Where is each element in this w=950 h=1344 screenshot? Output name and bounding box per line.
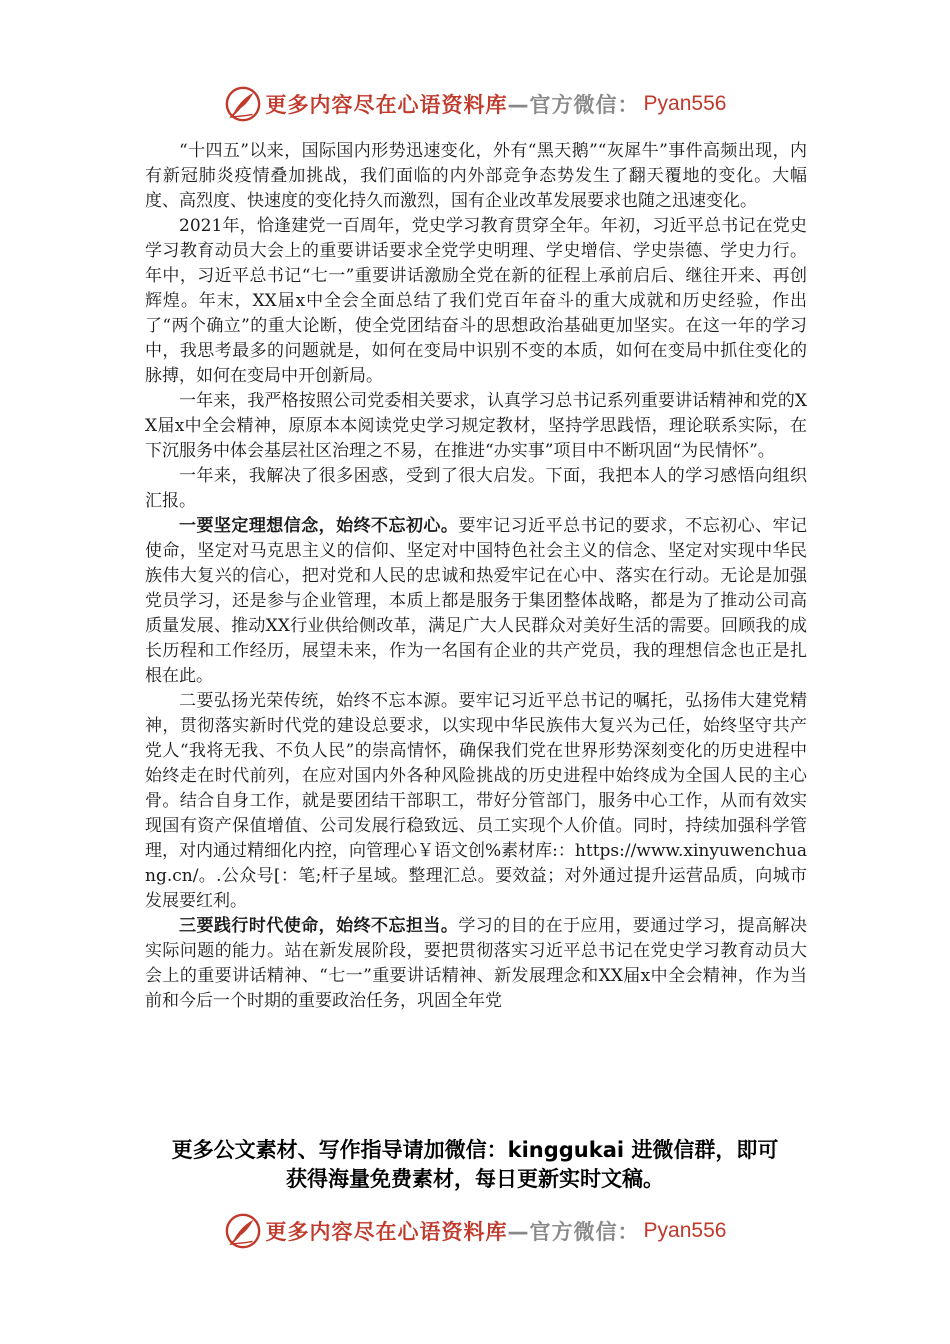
- paragraph-7: [145, 914, 807, 1014]
- paragraph-3: [145, 389, 807, 464]
- paragraph-text: 一年来，我严格按照公司党委相关要求，认真学习总书记系列重要讲话精神和党的XX届x中全会精神，原原本本阅读党史学习规定教材，坚持学思践悟，理论联系实际，在下沉服务中体会基层社区治理之不易，在推进“办实事”项目中不断巩固“为民情怀”。: [145, 391, 807, 461]
- paragraph-6: [145, 689, 807, 914]
- document-body: [145, 139, 807, 1014]
- banner-text: 更多内容尽在心语资料库: [265, 1219, 508, 1244]
- paragraph-5: [145, 514, 807, 689]
- banner-separator: —官方微信：: [507, 93, 640, 117]
- header-banner: [0, 84, 950, 124]
- footer-banner: [0, 1211, 950, 1251]
- paragraph-text: 2021年，恰逢建党一百周年，党史学习教育贯穿全年。年初，习近平总书记在党史学习教育动员大会上的重要讲话要求全党学史明理、学史增信、学史崇德、学史力行。年中，习近平总书记“七一”重要讲话激励全党在新的征程上承前启后、继往开来、再创辉煌。年末，XX届x中全会全面总结了我们党百年奋斗的重大成就和历史经验，作出了“两个确立”的重大论断，使全党团结奋斗的思想政治基础更加坚实。在这一年的学习中，我思考最多的问题就是，如何在变局中识别不变的本质，如何在变局中抓住变化的脉搏，如何在变局中开创新局。: [145, 216, 807, 386]
- banner-wechat-id: Pyan556: [643, 1219, 727, 1242]
- paragraph-text: 要牢记习近平总书记的要求，不忘初心、牢记使命，坚定对马克思主义的信仰、坚定对中国特色社会主义的信念、坚定对实现中华民族伟大复兴的信心，把对党和人民的忠诚和热爱牢记在心中、落实在行动。无论是加强党员学习，还是参与企业管理，本质上都是服务于集团整体战略，都是为了推动公司高质量发展、推动XX行业供给侧改革，满足广大人民群众对美好生活的需要。回顾我的成长历程和工作经历，展望未来，作为一名国有企业的共产党员，我的理想信念也正是扎根在此。: [145, 516, 808, 686]
- paragraph-1: [145, 139, 807, 214]
- paragraph-text: “十四五”以来，国际国内形势迅速变化，外有“黑天鹅”“灰犀牛”事件高频出现，内有新冠肺炎疫情叠加挑战，我们面临的内外部竞争态势发生了翻天覆地的变化。大幅度、高烈度、快速度的变化持久而激烈，国有企业改革发展要求也随之迅速变化。: [145, 141, 807, 211]
- banner-separator: —官方微信：: [507, 1220, 640, 1244]
- paragraph-2: [145, 214, 807, 389]
- paragraph-lead: 三要践行时代使命，始终不忘担当。: [179, 916, 459, 936]
- footer-ad-line-1: 更多公文素材、写作指导请加微信：kinggukai 进微信群，即可: [171, 1138, 779, 1162]
- quill-logo-icon: [224, 85, 262, 123]
- footer-ad-line-2: 获得海量免费素材，每日更新实时文稿。: [286, 1167, 664, 1191]
- paragraph-text: 学习的目的在于应用，要通过学习，提高解决实际问题的能力。站在新发展阶段，要把贯彻落实习近平总书记在党史学习教育动员大会上的重要讲话精神、“七一”重要讲话精神、新发展理念和XX届x中全会精神，作为当前和今后一个时期的重要政治任务，巩固全年党: [145, 916, 808, 1011]
- paragraph-text: 二要弘扬光荣传统，始终不忘本源。要牢记习近平总书记的嘱托，弘扬伟大建党精神，贯彻落实新时代党的建设总要求，以实现中华民族伟大复兴为己任，始终坚守共产党人“我将无我、不负人民”的崇高情怀，确保我们党在世界形势深刻变化的历史进程中始终走在时代前列，在应对国内外各种风险挑战的历史进程中始终成为全国人民的主心骨。结合自身工作，就是要团结干部职工，带好分管部门，服务中心工作，从而有效实现国有资产保值增值、公司发展行稳致远、员工实现个人价值。同时，持续加强科学管理，对内通过精细化内控，向管理心￥语文创%素材库:：https://www.xinyuwenchuang.cn/。.公众号[：笔;杆子星域。整理汇总。要效益；对外通过提升运营品质，向城市发展要红利。: [145, 691, 807, 911]
- paragraph-4: [145, 464, 807, 514]
- paragraph-text: 一年来，我解决了很多困惑，受到了很大启发。下面，我把本人的学习感悟向组织汇报。: [145, 466, 807, 511]
- footer-advertisement: [120, 1136, 830, 1194]
- banner-wechat-id: Pyan556: [643, 92, 727, 115]
- paragraph-lead: 一要坚定理想信念，始终不忘初心。: [179, 516, 459, 536]
- banner-text: 更多内容尽在心语资料库: [265, 92, 508, 117]
- quill-logo-icon: [224, 1212, 262, 1250]
